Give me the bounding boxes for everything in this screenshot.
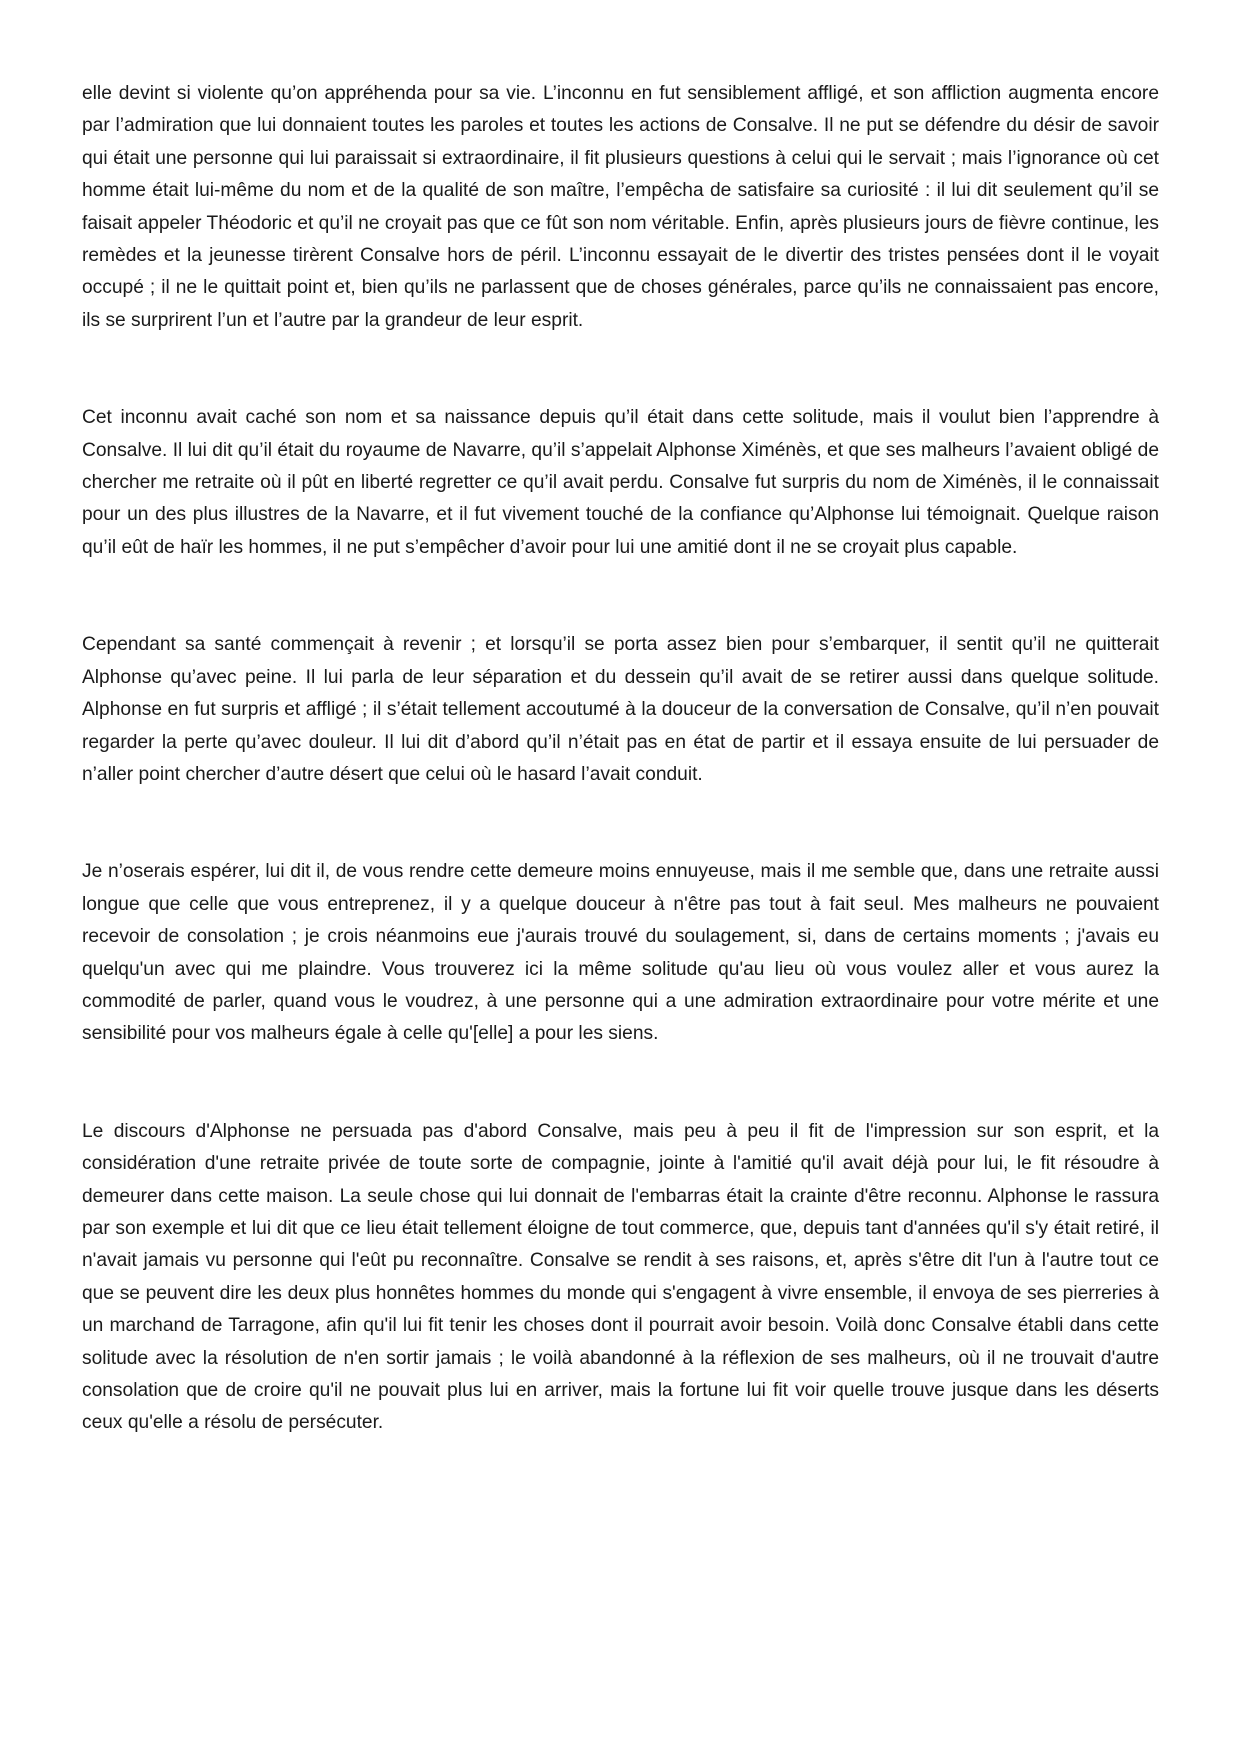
- paragraph-2: Cet inconnu avait caché son nom et sa naissance depuis qu’il était dans cette solitude, mais il voulut bien l’apprendre à Consalve. Il lui dit qu’il était du royaume de Navarre, qu’il s’appelait Alphonse Ximénès, et que ses malheurs l’avaient obligé de chercher me retraite où il pût en liberté regretter ce qu’il avait perdu. Consalve fut surpris du nom de Ximénès, il le connaissait pour un des plus illustres de la Navarre, et il fut vivement touché de la confiance qu’Alphonse lui témoignait. Quelque raison qu’il eût de haïr les hommes, il ne put s’empêcher d’avoir pour lui une amitié dont il ne se croyait plus capable.: [82, 407, 1159, 558]
- paragraph-4: Je n’oserais espérer, lui dit il, de vous rendre cette demeure moins ennuyeuse, mais il me semble que, dans une retraite aussi longue que celle que vous entreprenez, il y a quelque douceur à n'être pas tout à fait seul. Mes malheurs ne pouvaient recevoir de consolation ; je crois néanmoins eue j'aurais trouvé du soulagement, si, dans de certains moments ; j'avais eu quelqu'un avec qui me plaindre. Vous trouverez ici la même solitude qu'au lieu où vous voulez aller et vous aurez la commodité de parler, quand vous le voudrez, à une personne qui a une admiration extraordinaire pour votre mérite et une sensibilité pour vos malheurs égale à celle qu'[elle] a pour les siens.: [82, 861, 1159, 1045]
- paragraph-1: elle devint si violente qu’on appréhenda pour sa vie. L’inconnu en fut sensiblement affligé, et son affliction augmenta encore par l’admiration que lui donnaient toutes les paroles et toutes les actions de Consalve. Il ne put se défendre du désir de savoir qui était une personne qui lui paraissait si extraordinaire, il fit plusieurs questions à celui qui le servait ; mais l’ignorance où cet homme était lui-même du nom et de la qualité de son maître, l’empêcha de satisfaire sa curiosité : il lui dit seulement qu’il se faisait appeler Théodoric et qu’il ne croyait pas que ce fût son nom véritable. Enfin, après plusieurs jours de fièvre continue, les remèdes et la jeunesse tirèrent Consalve hors de péril. L’inconnu essayait de le divertir des tristes pensées dont il le voyait occupé ; il ne le quittait point et, bien qu’ils ne parlassent que de choses générales, parce qu’ils ne connaissaient pas encore, ils se surprirent l’un et l’autre par la grandeur de leur esprit.: [82, 83, 1159, 331]
- paragraph-5: Le discours d'Alphonse ne persuada pas d'abord Consalve, mais peu à peu il fit de l'impression sur son esprit, et la considération d'une retraite privée de toute sorte de compagnie, jointe à l'amitié qu'il avait déjà pour lui, le fit résoudre à demeurer dans cette maison. La seule chose qui lui donnait de l'embarras était la crainte d'être reconnu. Alphonse le rassura par son exemple et lui dit que ce lieu était tellement éloigne de tout commerce, que, depuis tant d'années qu'il s'y était retiré, il n'avait jamais vu personne qui l'eût pu reconnaître. Consalve se rendit à ses raisons, et, après s'être dit l'un à l'autre tout ce que se peuvent dire les deux plus honnêtes hommes du monde qui s'engagent à vivre ensemble, il envoya de ses pierreries à un marchand de Tarragone, afin qu'il lui fit tenir les choses dont il pourrait avoir besoin. Voilà donc Consalve établi dans cette solitude avec la résolution de n'en sortir jamais ; le voilà abandonné à la réflexion de ses malheurs, où il ne trouvait d'autre consolation que de croire qu'il ne pouvait plus lui en arriver, mais la fortune lui fit voir quelle trouve jusque dans les déserts ceux qu'elle a résolu de persécuter.: [82, 1120, 1159, 1434]
- document-page: [82, 78, 1159, 1440]
- paragraph-3: Cependant sa santé commençait à revenir ; et lorsqu’il se porta assez bien pour s’embarquer, il sentit qu’il ne quitterait Alphonse qu’avec peine. Il lui parla de leur séparation et du dessein qu’il avait de se retirer aussi dans quelque solitude. Alphonse en fut surpris et affligé ; il s’était tellement accoutumé à la douceur de la conversation de Consalve, qu’il n’en pouvait regarder la perte qu’avec douleur. Il lui dit d’abord qu’il n’était pas en état de partir et il essaya ensuite de lui persuader de n’aller point chercher d’autre désert que celui où le hasard l’avait conduit.: [82, 634, 1159, 785]
